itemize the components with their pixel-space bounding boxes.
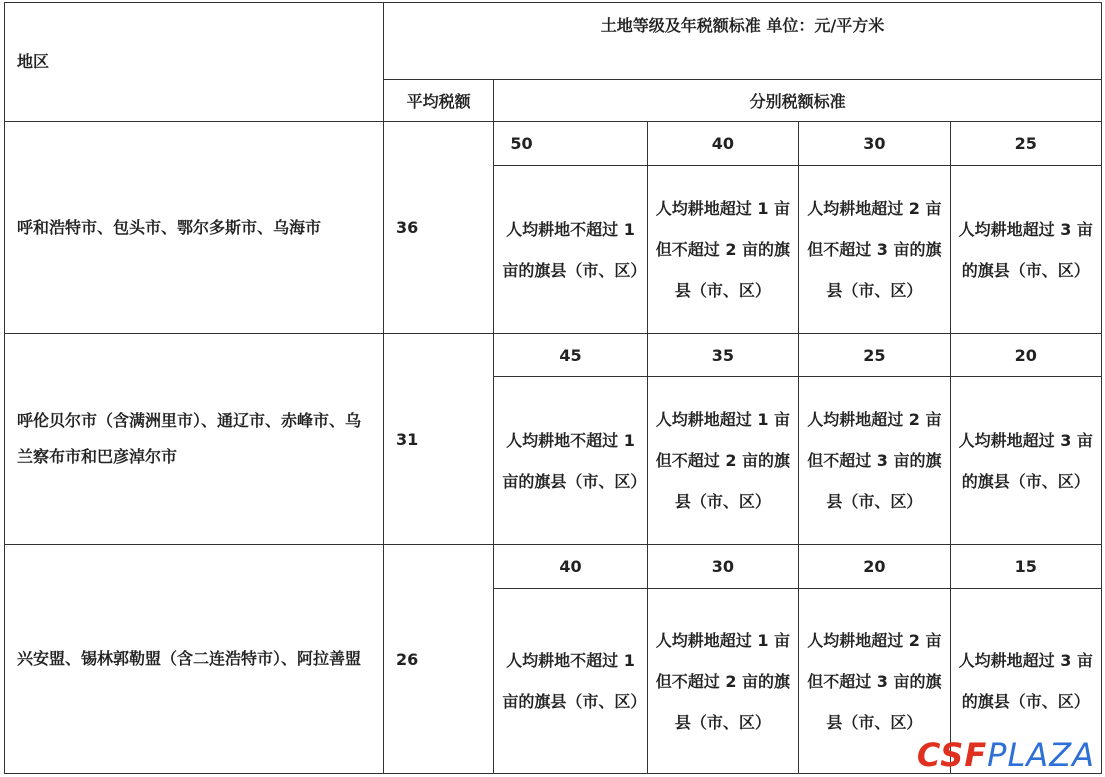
table-row xyxy=(5,545,1102,589)
tax-rate-table xyxy=(4,2,1102,774)
rate-cell: 30 xyxy=(799,122,950,166)
region-cell: 兴安盟、锡林郭勒盟（含二连浩特市）、阿拉善盟 xyxy=(5,545,384,774)
desc-cell: 人均耕地超过 1 亩但不超过 2 亩的旗县（市、区） xyxy=(647,166,798,334)
header-title: 土地等级及年税额标准 单位：元/平方米 xyxy=(384,3,1102,80)
desc-cell: 人均耕地超过 3 亩的旗县（市、区） xyxy=(950,377,1101,545)
desc-cell: 人均耕地超过 2 亩但不超过 3 亩的旗县（市、区） xyxy=(799,377,950,545)
watermark-part-1: CSF xyxy=(916,736,988,774)
header-split: 分别税额标准 xyxy=(494,80,1102,122)
watermark-part-2: PLAZA xyxy=(987,736,1095,774)
desc-cell: 人均耕地超过 1 亩但不超过 2 亩的旗县（市、区） xyxy=(647,377,798,545)
region-cell: 呼伦贝尔市（含满洲里市）、通辽市、赤峰市、乌兰察布市和巴彦淖尔市 xyxy=(5,334,384,545)
desc-cell: 人均耕地不超过 1 亩的旗县（市、区） xyxy=(494,377,647,545)
desc-cell: 人均耕地不超过 1 亩的旗县（市、区） xyxy=(494,166,647,334)
avg-cell: 36 xyxy=(384,122,494,334)
desc-cell: 人均耕地超过 1 亩但不超过 2 亩的旗县（市、区） xyxy=(647,589,798,774)
rate-cell: 25 xyxy=(950,122,1101,166)
desc-cell: 人均耕地超过 2 亩但不超过 3 亩的旗县（市、区） xyxy=(799,589,950,774)
rate-cell: 40 xyxy=(494,545,647,589)
desc-cell: 人均耕地不超过 1 亩的旗县（市、区） xyxy=(494,589,647,774)
desc-cell: 人均耕地超过 3 亩的旗县（市、区） xyxy=(950,166,1101,334)
rate-cell: 20 xyxy=(799,545,950,589)
header-row-1 xyxy=(5,3,1102,80)
desc-cell: 人均耕地超过 2 亩但不超过 3 亩的旗县（市、区） xyxy=(799,166,950,334)
rate-cell: 40 xyxy=(647,122,798,166)
region-cell: 呼和浩特市、包头市、鄂尔多斯市、乌海市 xyxy=(5,122,384,334)
rate-cell: 45 xyxy=(494,334,647,377)
table-row xyxy=(5,334,1102,377)
avg-cell: 26 xyxy=(384,545,494,774)
avg-cell: 31 xyxy=(384,334,494,545)
rate-cell: 35 xyxy=(647,334,798,377)
rate-cell: 30 xyxy=(647,545,798,589)
header-avg: 平均税额 xyxy=(384,80,494,122)
rate-cell: 15 xyxy=(950,545,1101,589)
watermark-logo xyxy=(916,736,1095,774)
header-region: 地区 xyxy=(5,3,384,122)
desc-cell: 人均耕地超过 3 亩的旗县（市、区） xyxy=(950,589,1101,774)
rate-cell: 50 xyxy=(494,122,647,166)
rate-cell: 25 xyxy=(799,334,950,377)
rate-cell: 20 xyxy=(950,334,1101,377)
table-row xyxy=(5,122,1102,166)
